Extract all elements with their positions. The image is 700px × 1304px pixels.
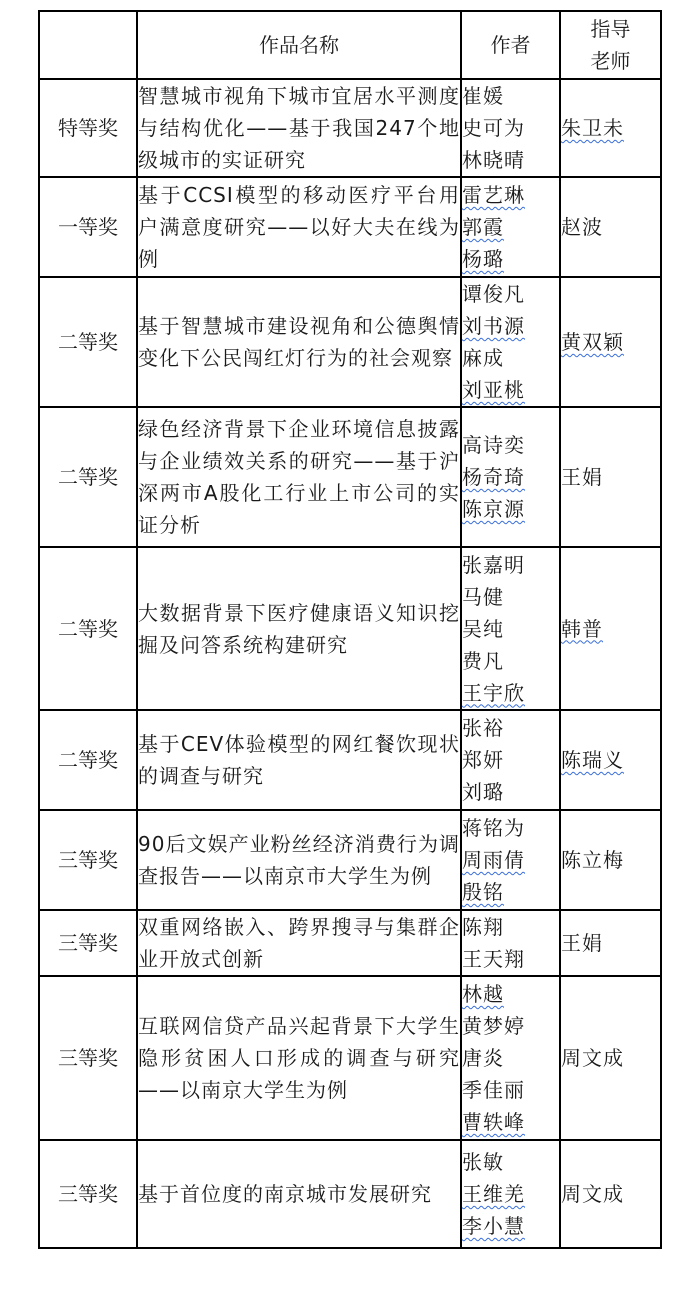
author-name: 王维羌 xyxy=(462,1182,525,1206)
author-list xyxy=(461,976,560,1140)
table-row xyxy=(39,277,661,407)
award-level: 三等奖 xyxy=(39,1140,137,1248)
work-title: 大数据背景下医疗健康语义知识挖掘及问答系统构建研究 xyxy=(137,547,461,710)
author-name: 林越 xyxy=(462,982,504,1006)
advisor-name: 陈瑞义 xyxy=(560,710,661,810)
work-title: 绿色经济背景下企业环境信息披露与企业绩效关系的研究——基于沪深两市A股化工行业上市公司的实证分析 xyxy=(137,407,461,547)
author-name: 刘亚桃 xyxy=(462,378,525,402)
work-title: 基于CEV体验模型的网红餐饮现状的调查与研究 xyxy=(137,710,461,810)
award-level: 特等奖 xyxy=(39,79,137,177)
header-award xyxy=(39,11,137,79)
header-author: 作者 xyxy=(461,11,560,79)
work-title: 90后文娱产业粉丝经济消费行为调查报告——以南京市大学生为例 xyxy=(137,810,461,910)
advisor-name: 王娟 xyxy=(560,407,661,547)
header-teacher xyxy=(560,11,661,79)
author-list xyxy=(461,547,560,710)
header-row xyxy=(39,11,661,79)
advisor-name: 赵波 xyxy=(560,177,661,277)
award-level: 二等奖 xyxy=(39,547,137,710)
author-name: 陈翔 xyxy=(462,915,504,939)
author-name: 杨奇琦 xyxy=(462,465,525,489)
award-level: 三等奖 xyxy=(39,976,137,1140)
author-name: 高诗奕 xyxy=(462,433,525,457)
header-title: 作品名称 xyxy=(137,11,461,79)
awards-table xyxy=(38,10,662,1249)
author-name: 陈京源 xyxy=(462,497,525,521)
work-title: 基于首位度的南京城市发展研究 xyxy=(137,1140,461,1248)
advisor-name: 陈立梅 xyxy=(560,810,661,910)
table-row xyxy=(39,1140,661,1248)
header-teacher-line1: 指导 xyxy=(590,17,631,41)
author-name: 吴纯 xyxy=(462,616,504,641)
award-level: 三等奖 xyxy=(39,810,137,910)
author-name: 马健 xyxy=(462,584,504,609)
table-row xyxy=(39,976,661,1140)
author-name: 费凡 xyxy=(462,648,504,673)
author-list xyxy=(461,177,560,277)
award-level: 三等奖 xyxy=(39,910,137,976)
author-list xyxy=(461,710,560,810)
author-name: 雷艺琳 xyxy=(462,183,525,207)
author-list xyxy=(461,277,560,407)
author-name: 谭俊凡 xyxy=(462,282,525,306)
work-title: 互联网信贷产品兴起背景下大学生隐形贫困人口形成的调查与研究——以南京大学生为例 xyxy=(137,976,461,1140)
author-name: 郑妍 xyxy=(462,748,504,772)
award-level: 二等奖 xyxy=(39,710,137,810)
work-title: 双重网络嵌入、跨界搜寻与集群企业开放式创新 xyxy=(137,910,461,976)
advisor-name: 周文成 xyxy=(560,1140,661,1248)
author-name: 黄梦婷 xyxy=(462,1014,525,1038)
work-title: 基于CCSI模型的移动医疗平台用户满意度研究——以好大夫在线为例 xyxy=(137,177,461,277)
table-row xyxy=(39,710,661,810)
author-name: 刘书源 xyxy=(462,314,525,338)
author-name: 杨璐 xyxy=(462,247,504,271)
award-rows xyxy=(39,79,661,1248)
author-name: 季佳丽 xyxy=(462,1078,525,1102)
author-name: 史可为 xyxy=(462,116,525,140)
author-name: 崔媛 xyxy=(462,84,504,108)
award-level: 二等奖 xyxy=(39,277,137,407)
author-list xyxy=(461,79,560,177)
author-name: 麻成 xyxy=(462,346,504,370)
author-name: 唐炎 xyxy=(462,1046,504,1070)
award-level: 一等奖 xyxy=(39,177,137,277)
author-list xyxy=(461,810,560,910)
header-teacher-line2: 老师 xyxy=(590,49,631,73)
advisor-name: 朱卫未 xyxy=(560,79,661,177)
author-list xyxy=(461,910,560,976)
author-name: 张裕 xyxy=(462,716,504,740)
table-row xyxy=(39,177,661,277)
author-name: 王天翔 xyxy=(462,947,525,971)
table-row xyxy=(39,79,661,177)
author-name: 周雨倩 xyxy=(462,848,525,872)
work-title: 基于智慧城市建设视角和公德舆情变化下公民闯红灯行为的社会观察 xyxy=(137,277,461,407)
advisor-name: 黄双颖 xyxy=(560,277,661,407)
author-name: 王宇欣 xyxy=(462,680,525,705)
author-name: 蒋铭为 xyxy=(462,816,525,840)
author-name: 林晓晴 xyxy=(462,148,525,172)
table-row xyxy=(39,810,661,910)
award-level: 二等奖 xyxy=(39,407,137,547)
author-name: 张嘉明 xyxy=(462,552,525,577)
advisor-name: 周文成 xyxy=(560,976,661,1140)
author-name: 张敏 xyxy=(462,1150,504,1174)
table-row xyxy=(39,547,661,710)
author-name: 刘璐 xyxy=(462,780,504,804)
advisor-name: 韩普 xyxy=(560,547,661,710)
work-title: 智慧城市视角下城市宜居水平测度与结构优化——基于我国247个地级城市的实证研究 xyxy=(137,79,461,177)
author-name: 殷铭 xyxy=(462,880,504,904)
author-name: 曹轶峰 xyxy=(462,1110,525,1134)
table-row xyxy=(39,910,661,976)
table-row xyxy=(39,407,661,547)
author-list xyxy=(461,1140,560,1248)
author-list xyxy=(461,407,560,547)
author-name: 李小慧 xyxy=(462,1214,525,1238)
author-name: 郭霞 xyxy=(462,215,504,239)
advisor-name: 王娟 xyxy=(560,910,661,976)
